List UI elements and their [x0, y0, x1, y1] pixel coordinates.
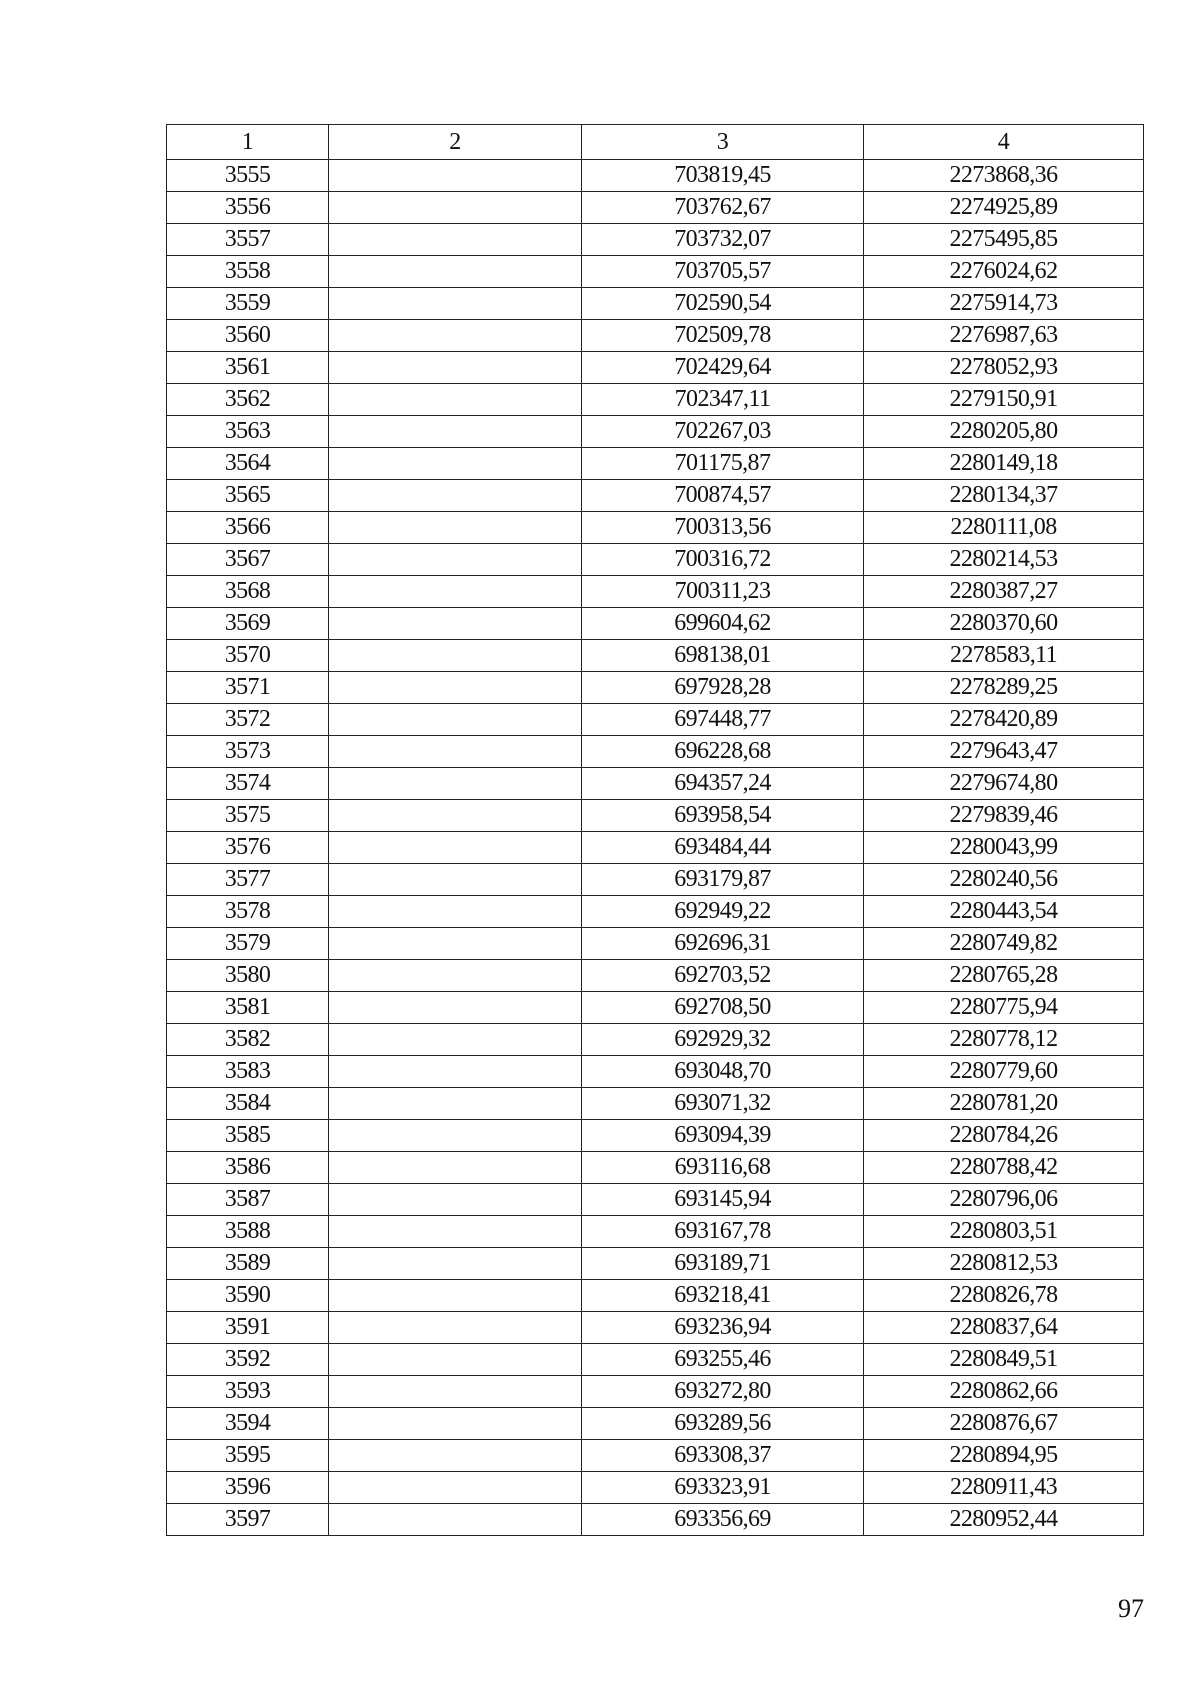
- x-coordinate-cell: 693167,78: [582, 1216, 864, 1248]
- x-coordinate-cell: 692696,31: [582, 928, 864, 960]
- x-coordinate-cell: 701175,87: [582, 448, 864, 480]
- point-number-cell: 3574: [167, 768, 329, 800]
- x-coordinate-cell: 692929,32: [582, 1024, 864, 1056]
- y-coordinate-cell: 2280240,56: [864, 864, 1144, 896]
- x-coordinate-cell: 702347,11: [582, 384, 864, 416]
- point-number-cell: 3555: [167, 160, 329, 192]
- description-cell: [329, 1248, 582, 1280]
- description-cell: [329, 608, 582, 640]
- description-cell: [329, 800, 582, 832]
- y-coordinate-cell: 2280749,82: [864, 928, 1144, 960]
- y-coordinate-cell: 2280765,28: [864, 960, 1144, 992]
- table-row: [167, 192, 1144, 224]
- point-number-cell: 3569: [167, 608, 329, 640]
- description-cell: [329, 992, 582, 1024]
- table-row: [167, 416, 1144, 448]
- x-coordinate-cell: 702267,03: [582, 416, 864, 448]
- description-cell: [329, 768, 582, 800]
- x-coordinate-cell: 697448,77: [582, 704, 864, 736]
- table-row: [167, 800, 1144, 832]
- description-cell: [329, 1216, 582, 1248]
- y-coordinate-cell: 2280134,37: [864, 480, 1144, 512]
- table-row: [167, 1184, 1144, 1216]
- description-cell: [329, 960, 582, 992]
- point-number-cell: 3572: [167, 704, 329, 736]
- y-coordinate-cell: 2279643,47: [864, 736, 1144, 768]
- table-row: [167, 1120, 1144, 1152]
- x-coordinate-cell: 692703,52: [582, 960, 864, 992]
- point-number-cell: 3591: [167, 1312, 329, 1344]
- table-row: [167, 576, 1144, 608]
- table-row: [167, 1248, 1144, 1280]
- point-number-cell: 3561: [167, 352, 329, 384]
- point-number-cell: 3563: [167, 416, 329, 448]
- x-coordinate-cell: 693484,44: [582, 832, 864, 864]
- table-row: [167, 512, 1144, 544]
- table-row: [167, 736, 1144, 768]
- point-number-cell: 3575: [167, 800, 329, 832]
- column-header-3: 3: [582, 125, 864, 160]
- table-row: [167, 992, 1144, 1024]
- x-coordinate-cell: 693116,68: [582, 1152, 864, 1184]
- x-coordinate-cell: 698138,01: [582, 640, 864, 672]
- point-number-cell: 3596: [167, 1472, 329, 1504]
- table-row: [167, 1376, 1144, 1408]
- table-body: [167, 160, 1144, 1536]
- point-number-cell: 3568: [167, 576, 329, 608]
- description-cell: [329, 1440, 582, 1472]
- point-number-cell: 3597: [167, 1504, 329, 1536]
- column-header-2: 2: [329, 125, 582, 160]
- point-number-cell: 3559: [167, 288, 329, 320]
- table-row: [167, 704, 1144, 736]
- y-coordinate-cell: 2280849,51: [864, 1344, 1144, 1376]
- description-cell: [329, 256, 582, 288]
- description-cell: [329, 928, 582, 960]
- point-number-cell: 3593: [167, 1376, 329, 1408]
- point-number-cell: 3594: [167, 1408, 329, 1440]
- point-number-cell: 3565: [167, 480, 329, 512]
- y-coordinate-cell: 2280784,26: [864, 1120, 1144, 1152]
- description-cell: [329, 416, 582, 448]
- description-cell: [329, 1408, 582, 1440]
- point-number-cell: 3587: [167, 1184, 329, 1216]
- y-coordinate-cell: 2280205,80: [864, 416, 1144, 448]
- x-coordinate-cell: 696228,68: [582, 736, 864, 768]
- point-number-cell: 3578: [167, 896, 329, 928]
- y-coordinate-cell: 2278052,93: [864, 352, 1144, 384]
- x-coordinate-cell: 693048,70: [582, 1056, 864, 1088]
- x-coordinate-cell: 702429,64: [582, 352, 864, 384]
- point-number-cell: 3557: [167, 224, 329, 256]
- y-coordinate-cell: 2280781,20: [864, 1088, 1144, 1120]
- table-row: [167, 608, 1144, 640]
- x-coordinate-cell: 693323,91: [582, 1472, 864, 1504]
- y-coordinate-cell: 2280370,60: [864, 608, 1144, 640]
- x-coordinate-cell: 702509,78: [582, 320, 864, 352]
- description-cell: [329, 576, 582, 608]
- y-coordinate-cell: 2279674,80: [864, 768, 1144, 800]
- description-cell: [329, 288, 582, 320]
- table-row: [167, 448, 1144, 480]
- table-row: [167, 1152, 1144, 1184]
- description-cell: [329, 352, 582, 384]
- point-number-cell: 3580: [167, 960, 329, 992]
- description-cell: [329, 1184, 582, 1216]
- y-coordinate-cell: 2280911,43: [864, 1472, 1144, 1504]
- table-row: [167, 832, 1144, 864]
- x-coordinate-cell: 700316,72: [582, 544, 864, 576]
- x-coordinate-cell: 693958,54: [582, 800, 864, 832]
- description-cell: [329, 160, 582, 192]
- description-cell: [329, 1504, 582, 1536]
- description-cell: [329, 1312, 582, 1344]
- y-coordinate-cell: 2280876,67: [864, 1408, 1144, 1440]
- y-coordinate-cell: 2280862,66: [864, 1376, 1144, 1408]
- x-coordinate-cell: 693236,94: [582, 1312, 864, 1344]
- x-coordinate-cell: 702590,54: [582, 288, 864, 320]
- y-coordinate-cell: 2280778,12: [864, 1024, 1144, 1056]
- y-coordinate-cell: 2273868,36: [864, 160, 1144, 192]
- column-header-4: 4: [864, 125, 1144, 160]
- y-coordinate-cell: 2276024,62: [864, 256, 1144, 288]
- table-row: [167, 352, 1144, 384]
- point-number-cell: 3588: [167, 1216, 329, 1248]
- y-coordinate-cell: 2278289,25: [864, 672, 1144, 704]
- x-coordinate-cell: 693255,46: [582, 1344, 864, 1376]
- x-coordinate-cell: 699604,62: [582, 608, 864, 640]
- description-cell: [329, 864, 582, 896]
- point-number-cell: 3585: [167, 1120, 329, 1152]
- point-number-cell: 3570: [167, 640, 329, 672]
- description-cell: [329, 896, 582, 928]
- table-row: [167, 1440, 1144, 1472]
- table-row: [167, 1280, 1144, 1312]
- table-row: [167, 288, 1144, 320]
- description-cell: [329, 640, 582, 672]
- table-row: [167, 480, 1144, 512]
- x-coordinate-cell: 693218,41: [582, 1280, 864, 1312]
- table-row: [167, 1024, 1144, 1056]
- x-coordinate-cell: 700313,56: [582, 512, 864, 544]
- description-cell: [329, 512, 582, 544]
- table-row: [167, 1504, 1144, 1536]
- point-number-cell: 3590: [167, 1280, 329, 1312]
- y-coordinate-cell: 2280837,64: [864, 1312, 1144, 1344]
- table-row: [167, 160, 1144, 192]
- y-coordinate-cell: 2278583,11: [864, 640, 1144, 672]
- y-coordinate-cell: 2280779,60: [864, 1056, 1144, 1088]
- x-coordinate-cell: 693071,32: [582, 1088, 864, 1120]
- point-number-cell: 3582: [167, 1024, 329, 1056]
- y-coordinate-cell: 2280443,54: [864, 896, 1144, 928]
- x-coordinate-cell: 693308,37: [582, 1440, 864, 1472]
- table-row: [167, 1344, 1144, 1376]
- description-cell: [329, 192, 582, 224]
- y-coordinate-cell: 2280796,06: [864, 1184, 1144, 1216]
- x-coordinate-cell: 692708,50: [582, 992, 864, 1024]
- table-row: [167, 1408, 1144, 1440]
- description-cell: [329, 1152, 582, 1184]
- x-coordinate-cell: 693189,71: [582, 1248, 864, 1280]
- y-coordinate-cell: 2280387,27: [864, 576, 1144, 608]
- table-header-row: [167, 125, 1144, 160]
- x-coordinate-cell: 693179,87: [582, 864, 864, 896]
- point-number-cell: 3592: [167, 1344, 329, 1376]
- description-cell: [329, 1056, 582, 1088]
- description-cell: [329, 544, 582, 576]
- y-coordinate-cell: 2275495,85: [864, 224, 1144, 256]
- table-row: [167, 864, 1144, 896]
- point-number-cell: 3586: [167, 1152, 329, 1184]
- table-row: [167, 896, 1144, 928]
- table-row: [167, 1088, 1144, 1120]
- column-header-1: 1: [167, 125, 329, 160]
- description-cell: [329, 1376, 582, 1408]
- table-row: [167, 320, 1144, 352]
- point-number-cell: 3564: [167, 448, 329, 480]
- table-row: [167, 1216, 1144, 1248]
- x-coordinate-cell: 703705,57: [582, 256, 864, 288]
- table-row: [167, 672, 1144, 704]
- description-cell: [329, 1024, 582, 1056]
- description-cell: [329, 224, 582, 256]
- table-row: [167, 544, 1144, 576]
- x-coordinate-cell: 700311,23: [582, 576, 864, 608]
- table-row: [167, 256, 1144, 288]
- x-coordinate-cell: 692949,22: [582, 896, 864, 928]
- point-number-cell: 3581: [167, 992, 329, 1024]
- table-row: [167, 768, 1144, 800]
- x-coordinate-cell: 703819,45: [582, 160, 864, 192]
- table-row: [167, 1056, 1144, 1088]
- y-coordinate-cell: 2274925,89: [864, 192, 1144, 224]
- x-coordinate-cell: 693145,94: [582, 1184, 864, 1216]
- y-coordinate-cell: 2279150,91: [864, 384, 1144, 416]
- y-coordinate-cell: 2275914,73: [864, 288, 1144, 320]
- point-number-cell: 3573: [167, 736, 329, 768]
- table-row: [167, 384, 1144, 416]
- description-cell: [329, 320, 582, 352]
- x-coordinate-cell: 694357,24: [582, 768, 864, 800]
- y-coordinate-cell: 2280894,95: [864, 1440, 1144, 1472]
- point-number-cell: 3595: [167, 1440, 329, 1472]
- point-number-cell: 3577: [167, 864, 329, 896]
- x-coordinate-cell: 703732,07: [582, 224, 864, 256]
- x-coordinate-cell: 693094,39: [582, 1120, 864, 1152]
- description-cell: [329, 672, 582, 704]
- x-coordinate-cell: 693289,56: [582, 1408, 864, 1440]
- x-coordinate-cell: 693272,80: [582, 1376, 864, 1408]
- table-row: [167, 1472, 1144, 1504]
- table-row: [167, 224, 1144, 256]
- description-cell: [329, 448, 582, 480]
- y-coordinate-cell: 2279839,46: [864, 800, 1144, 832]
- y-coordinate-cell: 2280043,99: [864, 832, 1144, 864]
- description-cell: [329, 1088, 582, 1120]
- y-coordinate-cell: 2280952,44: [864, 1504, 1144, 1536]
- point-number-cell: 3567: [167, 544, 329, 576]
- point-number-cell: 3556: [167, 192, 329, 224]
- point-number-cell: 3562: [167, 384, 329, 416]
- point-number-cell: 3560: [167, 320, 329, 352]
- point-number-cell: 3584: [167, 1088, 329, 1120]
- description-cell: [329, 704, 582, 736]
- x-coordinate-cell: 703762,67: [582, 192, 864, 224]
- table-row: [167, 640, 1144, 672]
- description-cell: [329, 1344, 582, 1376]
- y-coordinate-cell: 2276987,63: [864, 320, 1144, 352]
- point-number-cell: 3579: [167, 928, 329, 960]
- table-row: [167, 1312, 1144, 1344]
- y-coordinate-cell: 2280826,78: [864, 1280, 1144, 1312]
- y-coordinate-cell: 2278420,89: [864, 704, 1144, 736]
- y-coordinate-cell: 2280149,18: [864, 448, 1144, 480]
- point-number-cell: 3571: [167, 672, 329, 704]
- table-row: [167, 960, 1144, 992]
- y-coordinate-cell: 2280775,94: [864, 992, 1144, 1024]
- coordinates-table: [166, 124, 1144, 1536]
- y-coordinate-cell: 2280812,53: [864, 1248, 1144, 1280]
- description-cell: [329, 832, 582, 864]
- point-number-cell: 3583: [167, 1056, 329, 1088]
- y-coordinate-cell: 2280111,08: [864, 512, 1144, 544]
- y-coordinate-cell: 2280788,42: [864, 1152, 1144, 1184]
- point-number-cell: 3576: [167, 832, 329, 864]
- description-cell: [329, 1280, 582, 1312]
- x-coordinate-cell: 700874,57: [582, 480, 864, 512]
- point-number-cell: 3589: [167, 1248, 329, 1280]
- description-cell: [329, 480, 582, 512]
- y-coordinate-cell: 2280214,53: [864, 544, 1144, 576]
- table-row: [167, 928, 1144, 960]
- y-coordinate-cell: 2280803,51: [864, 1216, 1144, 1248]
- point-number-cell: 3566: [167, 512, 329, 544]
- x-coordinate-cell: 697928,28: [582, 672, 864, 704]
- point-number-cell: 3558: [167, 256, 329, 288]
- x-coordinate-cell: 693356,69: [582, 1504, 864, 1536]
- page-number: 97: [1118, 1594, 1144, 1623]
- description-cell: [329, 1472, 582, 1504]
- description-cell: [329, 736, 582, 768]
- description-cell: [329, 1120, 582, 1152]
- description-cell: [329, 384, 582, 416]
